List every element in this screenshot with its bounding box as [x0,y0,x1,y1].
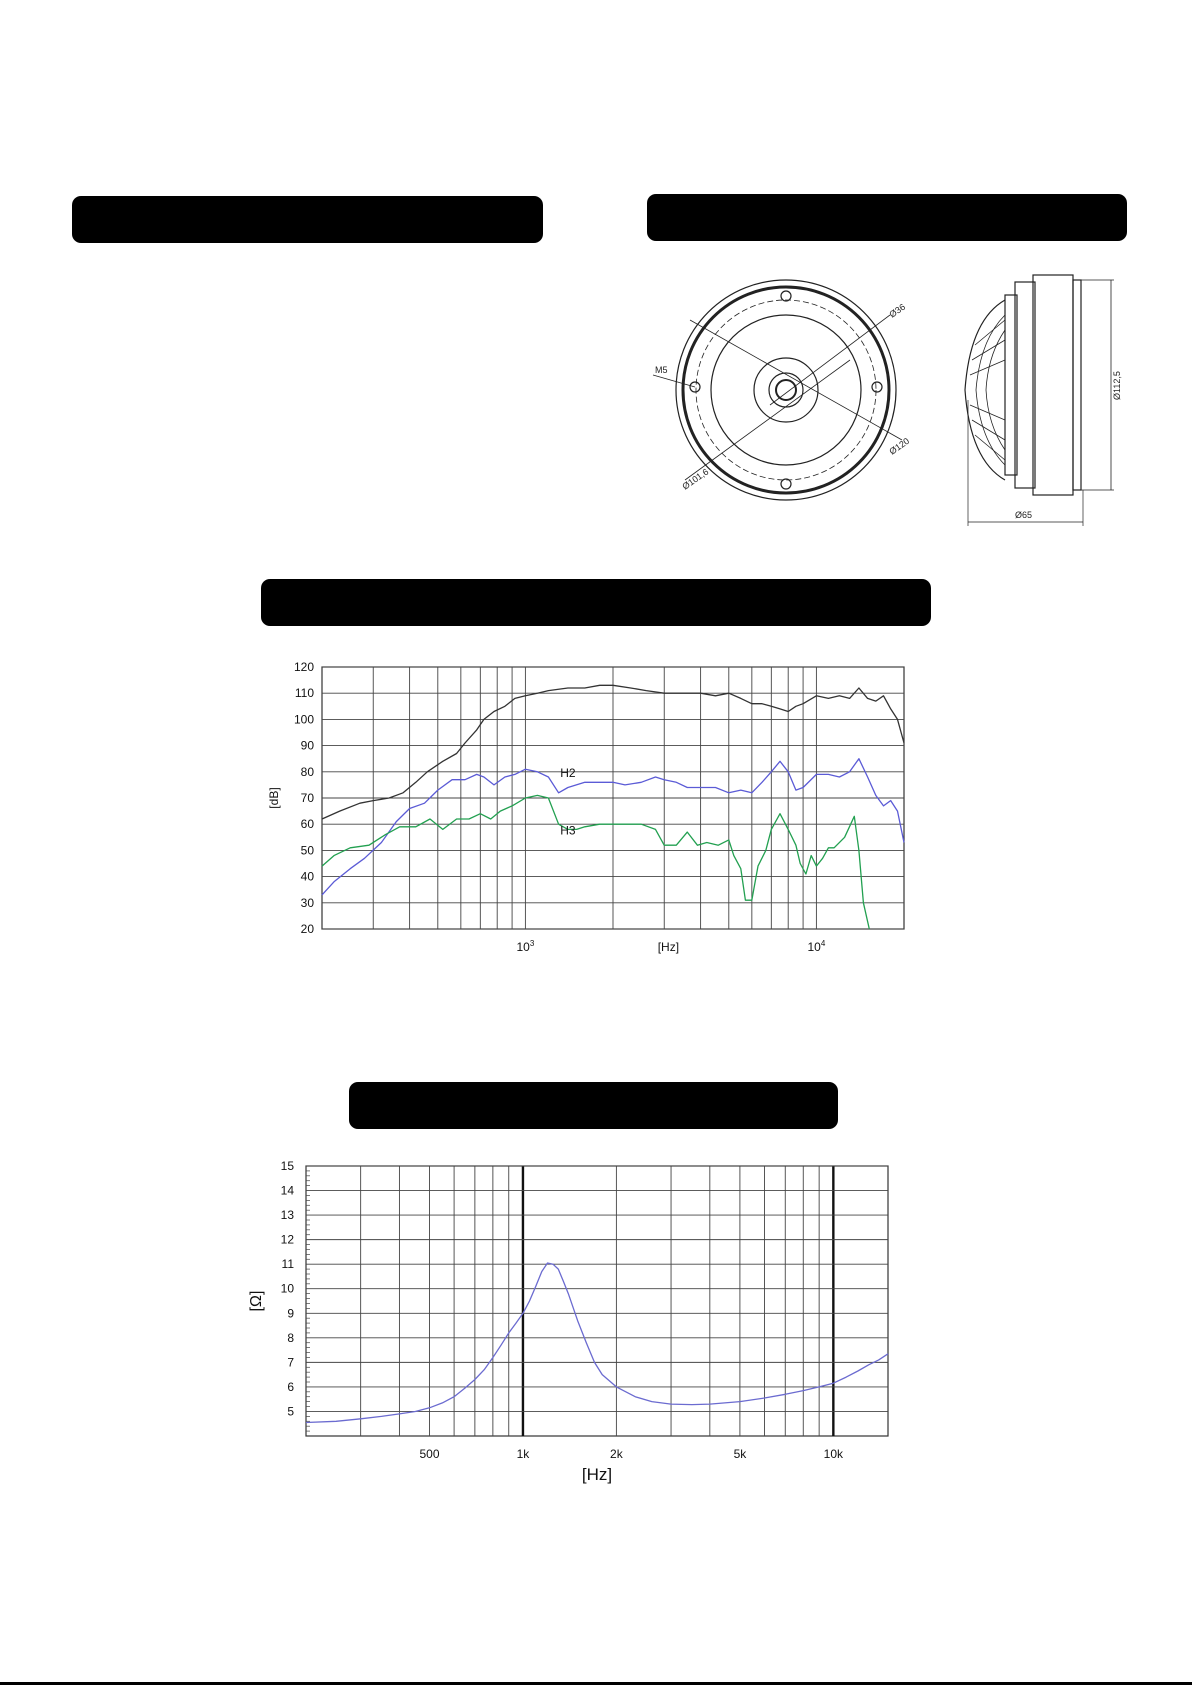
y-tick-label: 30 [300,895,314,910]
y-tick-label: 70 [300,791,314,805]
header-bar-response [261,579,931,626]
mount-hole-right [872,382,882,392]
series-line-3 [322,795,869,929]
y-tick-label: 14 [280,1183,294,1198]
label-m5: M5 [655,365,668,375]
outer-rim [676,280,896,500]
inner-ring [711,315,861,465]
y-tick-label: 13 [280,1208,294,1223]
header-bar-left [72,196,543,243]
y-tick-label: 90 [300,738,314,753]
y-tick-label: 80 [300,764,314,779]
y-tick-label: 12 [280,1232,294,1247]
y-tick-label: 110 [294,686,314,701]
label-d1125: Ø112,5 [1112,371,1122,400]
x-tick-label: 2k [610,1447,623,1461]
side-flange [1033,275,1073,495]
y-tick-label: 100 [293,712,314,727]
x-tick-label: 10k [823,1447,844,1461]
mount-hole-top [781,291,791,301]
header-bar-impedance [349,1082,838,1129]
frequency-response-chart [260,655,920,965]
header-bar-right [647,194,1127,241]
y-tick-label: 40 [300,869,314,884]
y-tick-label: 15 [280,1159,294,1173]
y-tick-label: 8 [287,1330,294,1345]
y-tick-label: 11 [281,1257,294,1272]
x-tick-label: 500 [419,1447,440,1461]
x-axis-label: [Hz] [581,1465,613,1484]
x-tick-label: 1k [516,1447,530,1461]
x-tick-label: $10^3$ [516,939,535,954]
mount-hole-bottom [781,479,791,489]
y-tick-label: 9 [287,1306,294,1321]
y-tick-label: 120 [293,660,314,674]
mount-ring [683,287,889,493]
driver-technical-drawing [640,260,1140,530]
x-tick-label: 5k [733,1447,747,1461]
y-tick-label: 10 [280,1281,294,1296]
x-tick-exponent: 3 [529,939,535,948]
y-tick-label: 50 [300,843,314,858]
x-tick-exponent: 4 [820,939,826,948]
y-axis-label: [Ω] [248,1290,265,1312]
y-tick-label: 20 [300,922,314,936]
y-tick-label: 60 [300,817,314,832]
label-d1016: Ø101,6 [680,466,711,492]
y-tick-label: 6 [287,1379,294,1394]
label-d65: Ø65 [1015,510,1033,520]
impedance-chart [245,1158,905,1493]
series-line-1 [306,1263,888,1423]
y-tick-label: 5 [287,1404,294,1419]
y-tick-label: 7 [287,1355,294,1370]
label-d120: Ø120 [887,435,912,457]
annotation-label: H3 [560,823,576,838]
bolt-circle [696,300,876,480]
throat-center [776,380,796,400]
annotation-label: H2 [560,766,576,781]
x-tick-label: $10^4$ [807,939,826,954]
plot-frame [306,1166,888,1436]
label-d36: Ø36 [887,301,908,320]
x-axis-unit-label: [Hz] [657,940,680,954]
y-axis-label: [dB] [267,787,281,809]
